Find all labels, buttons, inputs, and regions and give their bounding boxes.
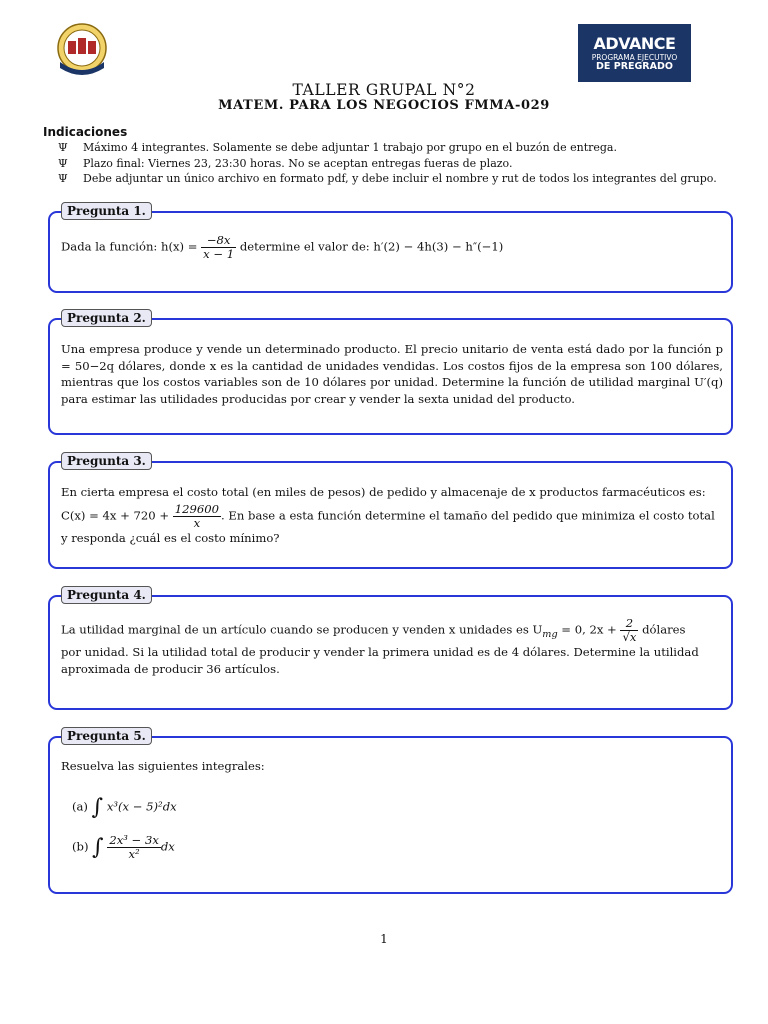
q4-fraction (620, 617, 638, 644)
list-item (58, 171, 717, 187)
list-item (58, 156, 717, 172)
q4-mid: = 0, 2x + (557, 622, 621, 637)
q5-b-post: dx (160, 839, 175, 854)
bullet-icon: Ψ (58, 172, 68, 185)
list-item (58, 140, 717, 156)
q1-post: determine el valor de: h′(2) − 4h(3) − h″(−1) (236, 239, 504, 254)
question-body-2: Una empresa produce y vende un determinado producto. El precio unitario de venta está dado por la función p = 50−2q dólares, donde x es la cantidad de unidades vendidas. Los costos fijos de la empresa son 100 dólares, mientras que los costos variables son de 10 dólares por unidad. Determine la función de utilidad marginal U′(q) para estimar las utilidades producidas por crear y vender la sexta unidad del producto. (61, 342, 723, 406)
indicacion-text: Plazo final: Viernes 23, 23:30 horas. No se aceptan entregas fueras de plazo. (83, 156, 513, 170)
document-title: TALLER GRUPAL N°2 (292, 81, 476, 99)
q1-denominator: x − 1 (203, 247, 235, 261)
q3-denominator: x (193, 515, 201, 530)
q4-numerator: 2 (620, 617, 638, 631)
indicaciones-list (58, 140, 717, 187)
q1-numerator: −8x (201, 234, 236, 248)
bullet-icon: Ψ (58, 156, 68, 170)
question-box-1 (48, 204, 733, 293)
indicacion-text: Debe adjuntar un único archivo en formato pdf, y debe incluir el nombre y rut de todos los integrantes del grupo. (83, 172, 717, 185)
indicaciones-heading: Indicaciones (43, 125, 128, 139)
q4-line2: por unidad. Si la utilidad total de producir y vender la primera unidad es de 4 dólares. Determine la utilidad (61, 645, 699, 659)
q5-item-b (72, 834, 175, 861)
question-body-3 (61, 484, 723, 546)
q4-denominator: √x (622, 630, 637, 644)
question-body-4 (61, 617, 723, 677)
university-logo (55, 22, 109, 80)
q5-a-label: (a) (72, 799, 88, 814)
question-tag-3: Pregunta 3. (61, 452, 152, 470)
q5-item-a (72, 795, 177, 820)
question-tag-5: Pregunta 5. (61, 727, 152, 745)
q1-pre: Dada la función: h(x) = (61, 239, 202, 254)
q3-line2 (61, 503, 723, 530)
q5-b-numerator: 2x³ − 3x (109, 833, 159, 847)
q3-line1: En cierta empresa el costo total (en miles de pesos) de pedido y almacenaje de x productos farmacéuticos es: (61, 485, 706, 499)
q5-b-denominator: x² (128, 847, 140, 861)
document-subtitle: MATEM. PARA LOS NEGOCIOS FMMA-029 (218, 98, 550, 113)
page-number: 1 (380, 932, 388, 946)
question-box-5 (48, 729, 733, 894)
q3-pre: C(x) = 4x + 720 + (61, 508, 173, 522)
advance-logo-brand: ADVANCE (593, 34, 676, 53)
q3-post: . En base a esta función determine el tamaño del pedido que minimiza el costo total (221, 508, 715, 522)
q1-fraction (201, 234, 236, 261)
question-box-3 (48, 454, 733, 569)
q5-b-label: (b) (72, 839, 89, 854)
q4-subscript: mg (542, 628, 558, 640)
question-tag-1: Pregunta 1. (61, 202, 152, 220)
q5-a-expression: x³(x − 5)²dx (106, 799, 177, 814)
q4-pre: La utilidad marginal de un artículo cuando se producen y venden x unidades es U (61, 622, 543, 637)
q5-intro: Resuelva las siguientes integrales: (61, 759, 265, 773)
question-body-1 (61, 234, 723, 261)
q4-line1 (61, 617, 723, 644)
question-box-4 (48, 588, 733, 710)
question-tag-4: Pregunta 4. (61, 586, 152, 604)
question-body-5 (61, 758, 723, 775)
integral-sign-b: ∫ (92, 835, 104, 860)
q4-post: dólares (638, 622, 686, 637)
integral-sign-a: ∫ (91, 795, 104, 820)
q3-fraction (173, 503, 221, 530)
q3-line3: y responda ¿cuál es el costo mínimo? (61, 530, 280, 545)
bullet-icon: Ψ (58, 141, 68, 154)
advance-logo (578, 24, 691, 82)
indicacion-text: Máximo 4 integrantes. Solamente se debe adjuntar 1 trabajo por grupo en el buzón de entrega. (83, 141, 617, 154)
question-tag-2: Pregunta 2. (61, 309, 152, 327)
advance-logo-line1: PROGRAMA EJECUTIVO (591, 53, 678, 62)
q5-b-fraction (107, 834, 161, 861)
question-box-2 (48, 311, 733, 435)
q3-numerator: 129600 (174, 501, 220, 516)
advance-logo-line2: DE PREGRADO (596, 61, 673, 72)
q4-line3: aproximada de producir 36 artículos. (61, 661, 280, 676)
